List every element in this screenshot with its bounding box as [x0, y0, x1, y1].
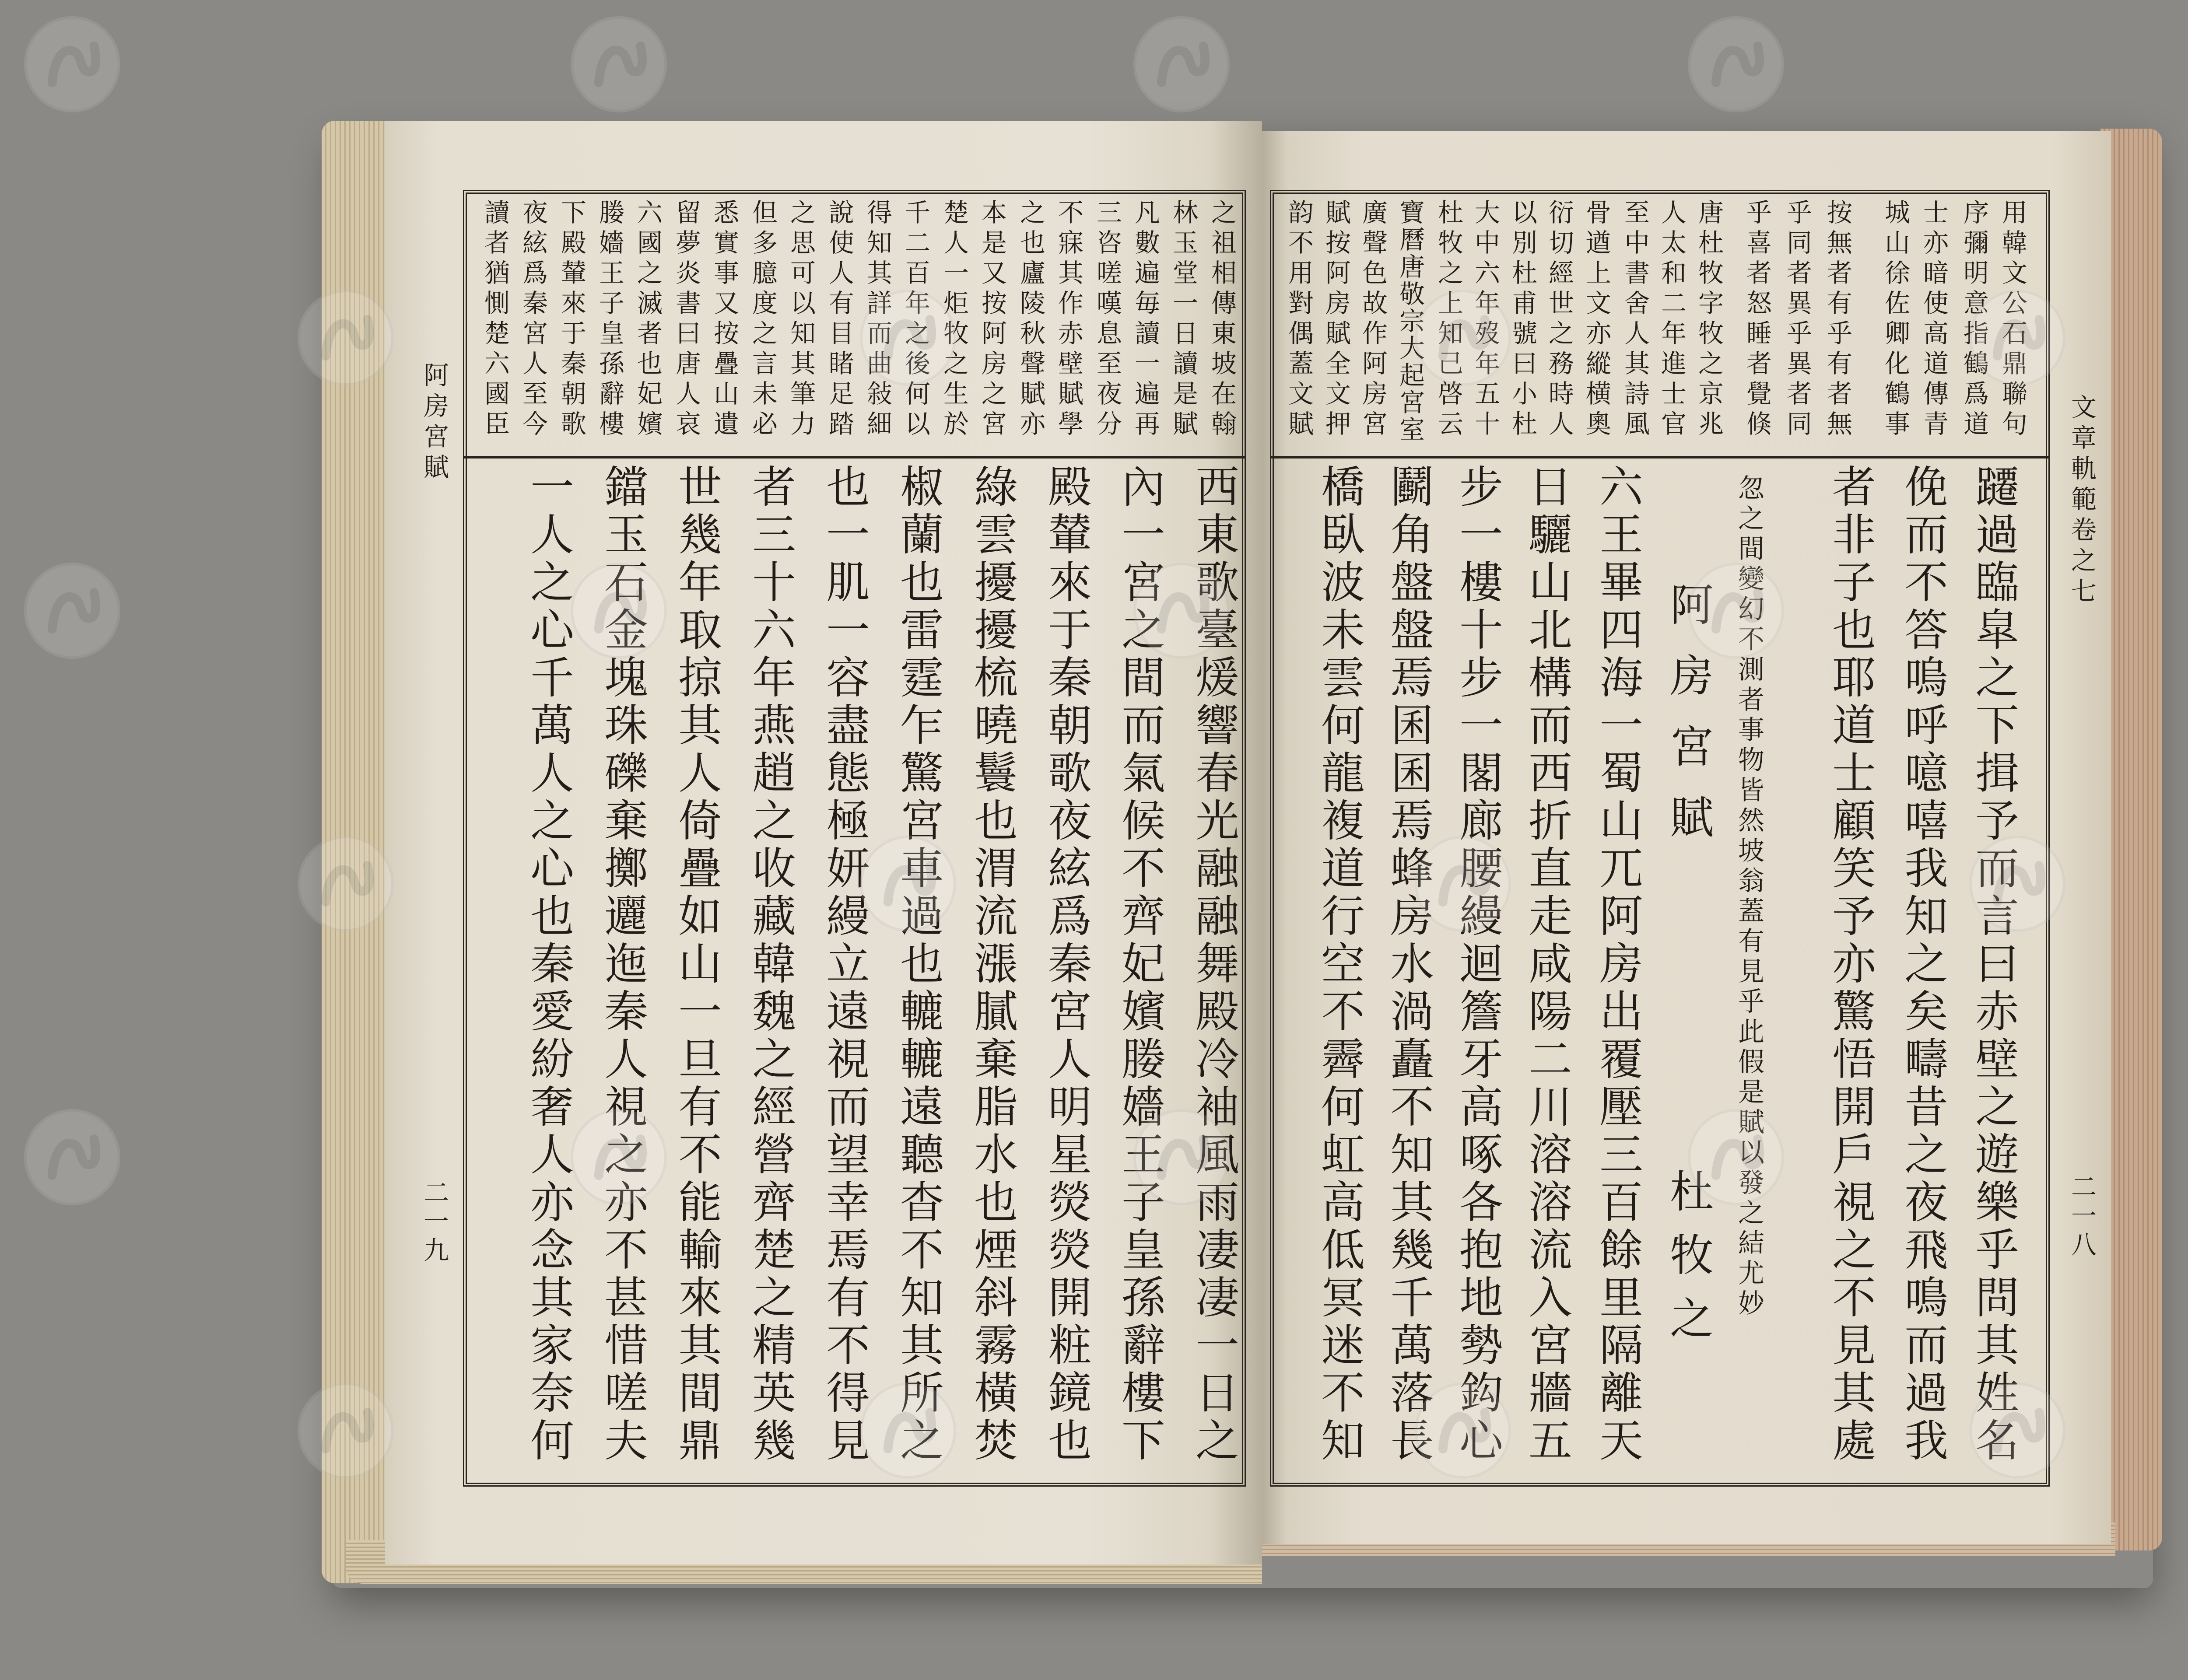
left-headnote-column: 悉實事又按疊山遺 [709, 199, 739, 441]
left-headnote-column: 楚人一炬牧之生於 [939, 199, 969, 441]
right-running-head: 文章軌範卷之七 [2067, 394, 2097, 608]
watermark-logo-icon [571, 16, 667, 112]
right-headnote-column: 骨遒上文亦縱横奧 [1581, 199, 1611, 441]
left-headnote-column: 夜絃爲秦宮人至今 [518, 199, 548, 441]
left-headnote-column: 之祖相傳東坡在翰 [1207, 199, 1237, 441]
watermark-logo-icon [1133, 16, 1230, 112]
right-headnote-column: 廣聲色故作阿房宮 [1358, 199, 1388, 441]
work-title: 阿房宮賦 [1662, 582, 1714, 865]
right-headnote-column: 城山徐佐卿化鶴事 [1880, 199, 1910, 441]
left-headnote-column: 凡數遍毎讀一遍再 [1130, 199, 1160, 441]
watermark-logo-icon [24, 16, 120, 112]
left-headnote-column: 留夢炎書曰唐人哀 [671, 199, 701, 441]
left-main-text-column: 椒蘭也雷霆乍驚宮車過也轆轆遠聽杳不知其所之 [893, 464, 944, 1465]
right-page-number: 二一八 [2067, 1173, 2097, 1260]
right-main-text-column: 六王畢四海一蜀山兀阿房出覆壓三百餘里隔離天 [1592, 464, 1643, 1465]
right-headnote-column: 按無者有乎有者無 [1823, 199, 1852, 441]
left-running-head: 阿房宮賦 [419, 362, 449, 484]
left-headnote-column: 得知其詳而曲敍細 [863, 199, 892, 441]
right-headnote-column: 至中書舍人其詩風 [1620, 199, 1650, 441]
right-main-text-column: 俛而不答嗚呼噫嘻我知之矣疇昔之夜飛鳴而過我 [1897, 464, 1948, 1465]
right-headnote-column: 衍切經世之務時人 [1544, 199, 1574, 441]
left-headnote-column: 林玉堂一日讀是賦 [1168, 199, 1198, 441]
left-main-text-column: 也一肌一容盡態極妍縵立遠視而望幸焉有不得見 [819, 464, 870, 1465]
right-headnote-column: 用韓文公石鼎聯句 [1998, 199, 2027, 441]
right-headnote-column: 大中六年歿年五十 [1470, 199, 1500, 441]
right-headnote-column: 乎同者異乎異者同 [1782, 199, 1812, 441]
left-main-text-column: 西東歌臺煖響春光融融舞殿冷袖風雨凄凄一日之 [1188, 464, 1239, 1465]
left-headnote-column: 本是又按阿房之宮 [977, 199, 1007, 441]
right-headnote-column: 士亦暗使高道傳青 [1919, 199, 1949, 441]
left-headnote-column: 六國之滅者也妃嬪 [633, 199, 663, 441]
right-headnote-column: 杜牧之上知己啓云 [1434, 199, 1463, 441]
left-headnote-column: 但多臆度之言未必 [748, 199, 778, 441]
left-headnote-column: 讀者猶惻楚六國臣 [480, 199, 510, 441]
work-author: 杜牧之 [1662, 1169, 1714, 1359]
right-headnote-column: 賦按阿房賦全文押 [1321, 199, 1351, 441]
right-headnote-column: 唐杜牧字牧之京兆 [1694, 199, 1724, 441]
watermark-logo-icon [24, 1109, 120, 1205]
left-headnote-column: 說使人有目睹足踏 [824, 199, 854, 441]
left-page-number: 二一九 [419, 1179, 449, 1266]
right-main-text-column: 橋臥波未雲何龍複道行空不霽何虹高低冥迷不知 [1314, 464, 1365, 1465]
right-headnote-column: 寶曆唐敬宗大起宮室 [1395, 199, 1425, 443]
right-main-text-column: 躚過臨皐之下揖予而言曰赤壁之遊樂乎問其姓名 [1968, 464, 2019, 1465]
left-headnote-column: 不寐其作赤壁賦學 [1054, 199, 1083, 441]
left-main-text-column: 內一宮之間而氣候不齊妃嬪媵嬙王子皇孫辭樓下 [1114, 464, 1165, 1465]
left-headnote-column: 媵嬙王子皇孫辭樓 [595, 199, 624, 441]
watermark-logo-icon [24, 563, 120, 659]
right-headnote-column: 人太和二年進士官 [1657, 199, 1687, 441]
left-main-text-column: 鐺玉石金塊珠礫棄擲邐迤秦人視之亦不甚惜嗟夫 [597, 464, 648, 1465]
left-headnote-divider [463, 456, 1246, 458]
left-main-text-column: 世幾年取掠其人倚疊如山一旦有不能輸來其間鼎 [671, 464, 722, 1465]
left-main-text-column: 綠雲擾擾梳曉鬟也渭流漲膩棄脂水也煙斜霧橫焚 [967, 464, 1018, 1465]
right-headnote-column: 以別杜甫號曰小杜 [1508, 199, 1537, 441]
right-main-text-column: 鬬角盤盤焉囷囷焉蜂房水渦矗不知其幾千萬落長 [1383, 464, 1434, 1465]
right-headnote-column: 序彌明意指鶴爲道 [1959, 199, 1989, 441]
left-main-text-column: 者三十六年燕趙之收藏韓魏之經營齊楚之精英幾 [745, 464, 796, 1465]
left-main-text-column: 一人之心千萬人之心也秦愛紛奢人亦念其家奈何 [523, 464, 574, 1465]
left-headnote-column: 三咨嗟嘆息至夜分 [1092, 199, 1122, 441]
right-main-text-column: 日驪山北構而西折直走咸陽二川溶溶流入宮牆五 [1521, 464, 1572, 1465]
right-headnote-divider [1270, 456, 2050, 458]
left-main-text-column: 殿輦來于秦朝歌夜絃爲秦宮人明星熒熒開粧鏡也 [1041, 464, 1092, 1465]
right-main-text-column: 者非子也耶道士顧笑予亦驚悟開戶視之不見其處 [1825, 464, 1876, 1465]
right-headnote-column: 乎喜者怒睡者覺倏 [1742, 199, 1772, 441]
left-headnote-column: 下殿輦來于秦朝歌 [557, 199, 586, 441]
left-headnote-column: 之思可以知其筆力 [786, 199, 816, 441]
watermark-logo-icon [1688, 16, 1784, 112]
inline-commentary-note: 忽之間變幻不測者事物皆然坡翁蓋有見乎此假是賦以發之結尤妙 [1734, 474, 1764, 1320]
right-headnote-column: 韵不用對偶蓋文賦 [1284, 199, 1314, 441]
left-headnote-column: 之也廬陵秋聲賦亦 [1016, 199, 1045, 441]
right-main-text-column: 步一樓十步一閣廊腰縵迴簷牙高啄各抱地勢鈎心 [1452, 464, 1503, 1465]
left-headnote-column: 千二百年之後何以 [901, 199, 930, 441]
